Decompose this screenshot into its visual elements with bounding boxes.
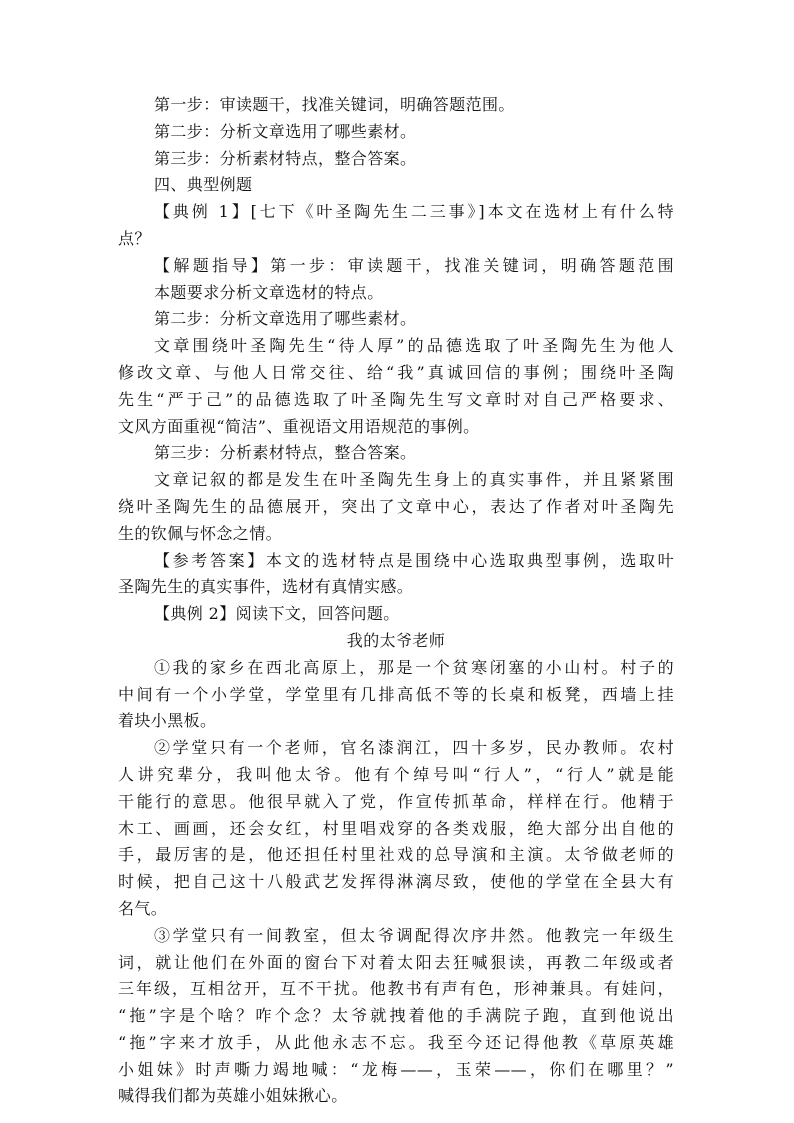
text-line: 木工、画画，还会女红，村里唱戏穿的各类戏服，绝大部分出自他的 bbox=[118, 818, 674, 838]
text-line: ②学堂只有一个老师，官名漆润江，四十多岁，民办教师。农村 bbox=[154, 738, 674, 758]
text-line: 第三步：分析素材特点，整合答案。 bbox=[154, 148, 417, 168]
document-page bbox=[118, 92, 674, 1110]
text-line: 文章围绕叶圣陶先生“待人厚”的品德选取了叶圣陶先生为他人 bbox=[154, 336, 674, 356]
text-line: 文风方面重视“简洁”、重视语文用语规范的事例。 bbox=[118, 416, 480, 436]
text-line: 中间有一个小学堂，学堂里有几排高低不等的长桌和板凳，西墙上挂 bbox=[118, 684, 674, 704]
article-title: 我的太爷老师 bbox=[346, 630, 446, 650]
text-line: 时候，把自己这十八般武艺发挥得淋漓尽致，使他的学堂在全县大有 bbox=[118, 872, 674, 892]
text-line: 【典例 1】[七下《叶圣陶先生二三事》]本文在选材上有什么特 bbox=[154, 202, 674, 222]
text-line: 修改文章、与他人日常交往、给“我”真诚回信的事例；围绕叶圣陶 bbox=[118, 362, 674, 382]
text-line: 第二步：分析文章选用了哪些素材。 bbox=[154, 309, 417, 329]
text-line: ①我的家乡在西北高原上，那是一个贫寒闭塞的小山村。村子的 bbox=[154, 657, 674, 677]
text-line: 第一步：审读题干，找准关键词，明确答题范围。 bbox=[154, 95, 515, 114]
text-line: 生的钦佩与怀念之情。 bbox=[118, 523, 283, 543]
text-line: 【解题指导】第一步：审读题干，找准关键词，明确答题范围 bbox=[154, 255, 674, 275]
text-line: 【参考答案】本文的选材特点是围绕中心选取典型事例，选取叶 bbox=[154, 550, 674, 570]
text-line: ③学堂只有一间教室，但太爷调配得次序井然。他教完一年级生 bbox=[154, 925, 674, 945]
text-line: 本题要求分析文章选材的特点。 bbox=[154, 282, 384, 302]
text-line: 绕叶圣陶先生的品德展开，突出了文章中心，表达了作者对叶圣陶先 bbox=[118, 496, 674, 516]
text-line: 名气。 bbox=[118, 898, 168, 918]
text-line: 点？ bbox=[118, 228, 151, 248]
text-line: 第三步：分析素材特点，整合答案。 bbox=[154, 443, 417, 463]
text-line: 人讲究辈分，我叫他太爷。他有个绰号叫“行人”，“行人”就是能 bbox=[118, 764, 674, 784]
text-line: “拖”字来才放手，从此他永志不忘。我至今还记得他教《草原英雄 bbox=[118, 1032, 674, 1052]
text-line: 先生“严于己”的品德选取了叶圣陶先生写文章时对自己严格要求、 bbox=[118, 389, 674, 409]
text-line: 喊得我们都为英雄小姐妹揪心。 bbox=[118, 1086, 348, 1106]
text-line: 【典例 2】阅读下文，回答问题。 bbox=[154, 604, 400, 624]
text-line: 词，就让他们在外面的窗台下对着太阳去狂喊狠读，再教二年级或者 bbox=[118, 952, 674, 972]
text-line: “拖”字是个啥？咋个念？太爷就拽着他的手满院子跑，直到他说出 bbox=[118, 1006, 674, 1026]
text-line: 圣陶先生的真实事件，选材有真情实感。 bbox=[118, 577, 414, 597]
text-line: 着块小黑板。 bbox=[118, 711, 217, 731]
text-line: 三年级，互相岔开，互不干扰。他教书有声有色，形神兼具。有娃问， bbox=[118, 979, 674, 999]
text-line: 干能行的意思。他很早就入了党，作宣传抓革命，样样在行。他精于 bbox=[118, 791, 674, 811]
text-line: 小姐妹》时声嘶力竭地喊：“龙梅——，玉荣——，你们在哪里？” bbox=[118, 1059, 674, 1079]
text-line: 第二步：分析文章选用了哪些素材。 bbox=[154, 121, 417, 141]
text-line: 文章记叙的都是发生在叶圣陶先生身上的真实事件，并且紧紧围 bbox=[154, 470, 674, 490]
text-line: 手，最厉害的是，他还担任村里社戏的总导演和主演。太爷做老师的 bbox=[118, 845, 674, 865]
section-heading: 四、典型例题 bbox=[154, 175, 253, 195]
